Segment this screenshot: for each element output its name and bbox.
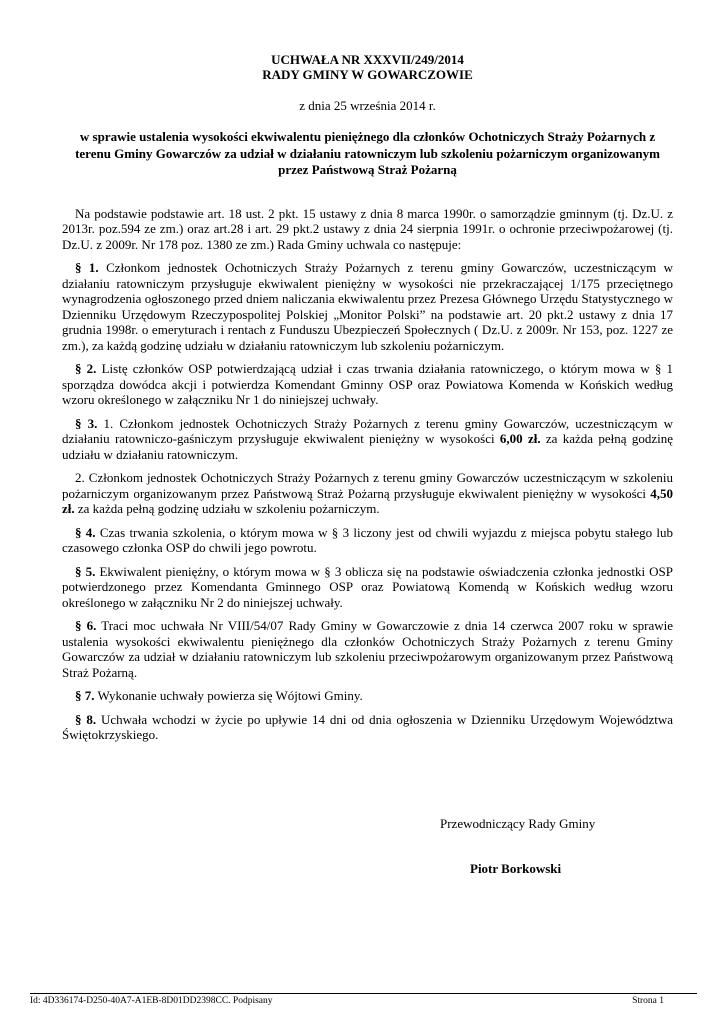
- paragraph-text: Uchwała wchodzi w życie po upływie 14 dni od dnia ogłoszenia w Dzienniku Urzędowym Województwa Świętokrzyskiego.: [62, 711, 674, 742]
- resolution-subject: w sprawie ustalenia wysokości ekwiwalentu pieniężnego dla członków Ochotniczych Straży Pożarnych z terenu Gminy Gowarczów za udział w działaniu ratowniczym lub szkoleniu pożarniczym organizowanym przez Państwową Straż Pożarną: [75, 129, 660, 177]
- paragraph-text: Traci moc uchwała Nr VIII/54/07 Rady Gminy w Gowarczowie z dnia 14 czerwca 2007 roku w sprawie ustalenia wysokości ekwiwalentu pieniężnego dla członków Ochotniczych Straży Pożarnych z terenu Gminy Gowarczów za udział w działaniu ratowniczym lub szkoleniu przeciwpożarowym organizowanym przez Państwową Straż Pożarną.: [62, 618, 674, 680]
- paragraph-8: [62, 712, 673, 743]
- paragraph-text: Wykonanie uchwały powierza się Wójtowi Gminy.: [94, 688, 363, 703]
- paragraph-text: Ekwiwalent pieniężny, o którym mowa w § 3 oblicza się na podstawie oświadczenia członka jednostki OSP potwierdzonego przez Komendanta Gminnego OSP oraz Powiatową Komendą w Końskich według wzoru określonego w załączniku Nr 2 do niniejszej uchwały.: [62, 563, 673, 610]
- signature-name: Piotr Borkowski: [470, 861, 562, 876]
- paragraph-label: § 2.: [75, 361, 97, 376]
- paragraph-3-2: [62, 470, 673, 517]
- page-number: Strona 1: [632, 996, 664, 1006]
- paragraph-text: za każda pełną godzinę udziału w szkoleniu pożarniczym.: [74, 501, 380, 516]
- paragraph-3-1: [62, 416, 673, 463]
- paragraph-6: [62, 618, 673, 680]
- paragraph-text: Listę członków OSP potwierdzającą udział i czas trwania działania ratowniczego, o którym mowa w § 1 sporządza dowódca akcji i potwierdza Komendant Gminny OSP oraz Powiatowa Komenda w Końskich według wzoru określonego w załączniku Nr 1 do niniejszej uchwały.: [62, 361, 674, 407]
- paragraph-text: Czas trwania szkolenia, o którym mowa w § 3 liczony jest od chwili wyjazdu z miejsca pobytu stałego lub czasowego członka OSP do chwili jego powrotu.: [62, 524, 673, 555]
- resolution-number: UCHWAŁA NR XXXVII/249/2014: [271, 52, 464, 67]
- paragraph-4: [62, 525, 673, 556]
- paragraph-text: Członkom jednostek Ochotniczych Straży Pożarnych z terenu gminy Gowarczów, uczestniczącym w działaniu ratowniczym przysługuje ekwiwalent pieniężny w wysokości nie przekraczającej 1/175 przeciętnego wynagrodzenia ogłoszonego przed dniem naliczania ekwiwalentu przez Prezesa Głównego Urzędu Statystycznego w Dzienniku Urzędowym Rzeczypospolitej Polskiej „Monitor Polski” na podstawie art. 20 pkt.2 ustawy z dnia 17 grudnia 1998r. o emeryturach i rentach z Funduszu Ubezpieczeń Społecznych ( Dz.U. z 2009r. Nr 153, poz. 1227 ze zm.), za każdą godzinę udziału w działaniu ratowniczym lub szkoleniu pożarniczym.: [62, 260, 674, 353]
- document-id: Id: 4D336174-D250-40A7-A1EB-8D01DD2398CC. Podpisany: [30, 996, 273, 1006]
- amount: 4,50 zł.: [62, 485, 673, 516]
- amount: 6,00 zł.: [499, 431, 541, 446]
- paragraph-label: § 4.: [75, 524, 96, 540]
- paragraph-7: [62, 688, 673, 704]
- paragraph-label: § 7.: [75, 688, 95, 703]
- paragraph-2: [62, 361, 673, 408]
- paragraph-1: [62, 260, 673, 353]
- document-body: [62, 52, 673, 743]
- paragraph-5: [62, 564, 673, 611]
- paragraph-text: 2. Członkom jednostek Ochotniczych Straży Pożarnych z terenu gminy Gowarczów uczestniczącym w szkoleniu pożarniczym organizowanym przez Państwową Straż Pożarną przysługuje ekwiwalent pieniężny w wysokości: [62, 470, 673, 501]
- paragraph-label: § 6.: [75, 618, 97, 633]
- paragraph-label: § 3.: [75, 415, 98, 431]
- paragraph-label: § 5.: [75, 563, 96, 579]
- footer-divider: [30, 993, 697, 994]
- council-name: RADY GMINY W GOWARCZOWIE: [262, 67, 473, 82]
- paragraph-text: 1. Członkom jednostek Ochotniczych Straży Pożarnych z terenu gminy Gowarczów, uczestniczącym w działaniu ratowniczo-gaśniczym przysługuje ekwiwalent pieniężny w wysokości: [62, 415, 673, 446]
- resolution-date: z dnia 25 września 2014 r.: [299, 98, 436, 113]
- paragraph-label: § 1.: [75, 260, 99, 275]
- signature-role: Przewodniczący Rady Gminy: [440, 816, 596, 831]
- paragraph-text: za każda pełną godzinę udziału w działaniu ratowniczym.: [62, 431, 673, 462]
- legal-basis-intro: Na podstawie podstawie art. 18 ust. 2 pkt. 15 ustawy z dnia 8 marca 1990r. o samorządzie gminnym (tj. Dz.U. z 2013r. poz.594 ze zm.) oraz art.28 i art. 29 pkt.2 ustawy z dnia 24 sierpnia 1991r. o ochronie przeciwpożarowej (tj. Dz.U. z 2009r. Nr 178 poz. 1380 ze zm.) Rada Gminy uchwala co następuje:: [62, 205, 673, 252]
- paragraph-label: § 8.: [75, 711, 97, 727]
